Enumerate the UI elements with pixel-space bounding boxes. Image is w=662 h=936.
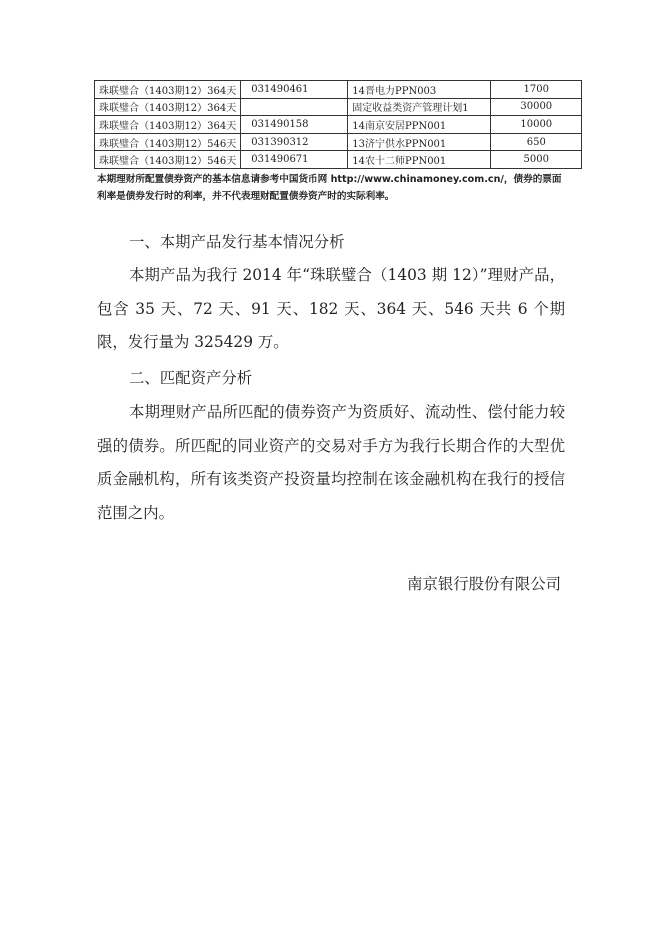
section2-body: 本期理财产品所匹配的债券资产为资质好、流动性、偿付能力较强的债券。所匹配的同业资产的交易对手方为我行长期合作的大型优质金融机构，所有该类资产投资量均控制在该金融机构在我行的授信范围之内。 <box>97 403 565 522</box>
bond-name-cell: 固定收益类资产管理计划1 <box>348 98 491 116</box>
code-cell: 031390312 <box>241 133 348 151</box>
section1-heading: 一、本期产品发行基本情况分析 <box>129 233 345 251</box>
code-cell: 031490671 <box>241 151 348 169</box>
bond-name-cell: 14晋电力PPN003 <box>348 81 491 99</box>
code-cell: 031490158 <box>241 116 348 134</box>
table-row <box>95 133 582 151</box>
product-cell: 珠联璧合（1403期12）546天 <box>95 133 241 151</box>
code-cell <box>241 98 348 116</box>
product-cell: 珠联璧合（1403期12）364天 <box>95 81 241 99</box>
amount-cell: 5000 <box>491 151 582 169</box>
bond-asset-table <box>94 80 582 169</box>
amount-cell: 1700 <box>491 81 582 99</box>
bond-name-cell: 14南京安居PPN001 <box>348 116 491 134</box>
table-note: 本期理财所配置债券资产的基本信息请参考中国货币网 http://www.chinamoney.com.cn/，债券的票面利率是债券发行时的利率，并不代表理财配置债券资产时的实际利率。 <box>97 174 562 202</box>
signature: 南京银行股份有限公司 <box>407 575 561 593</box>
bond-name-cell: 13济宁供水PPN001 <box>348 133 491 151</box>
table-row <box>95 98 582 116</box>
table-row <box>95 116 582 134</box>
table-row <box>95 81 582 99</box>
code-cell: 031490461 <box>241 81 348 99</box>
product-cell: 珠联璧合（1403期12）364天 <box>95 116 241 134</box>
product-cell: 珠联璧合（1403期12）546天 <box>95 151 241 169</box>
bond-name-cell: 14农十二师PPN001 <box>348 151 491 169</box>
amount-cell: 30000 <box>491 98 582 116</box>
amount-cell: 10000 <box>491 116 582 134</box>
table-row <box>95 151 582 169</box>
section2-heading: 二、匹配资产分析 <box>129 369 253 387</box>
section1-body: 本期产品为我行 2014 年“珠联璧合（1403 期 12）”理财产品，包含 35 天、72 天、91 天、182 天、364 天、546 天共 6 个期限，发行量为 325429 万。 <box>97 266 565 351</box>
amount-cell: 650 <box>491 133 582 151</box>
product-cell: 珠联璧合（1403期12）364天 <box>95 98 241 116</box>
